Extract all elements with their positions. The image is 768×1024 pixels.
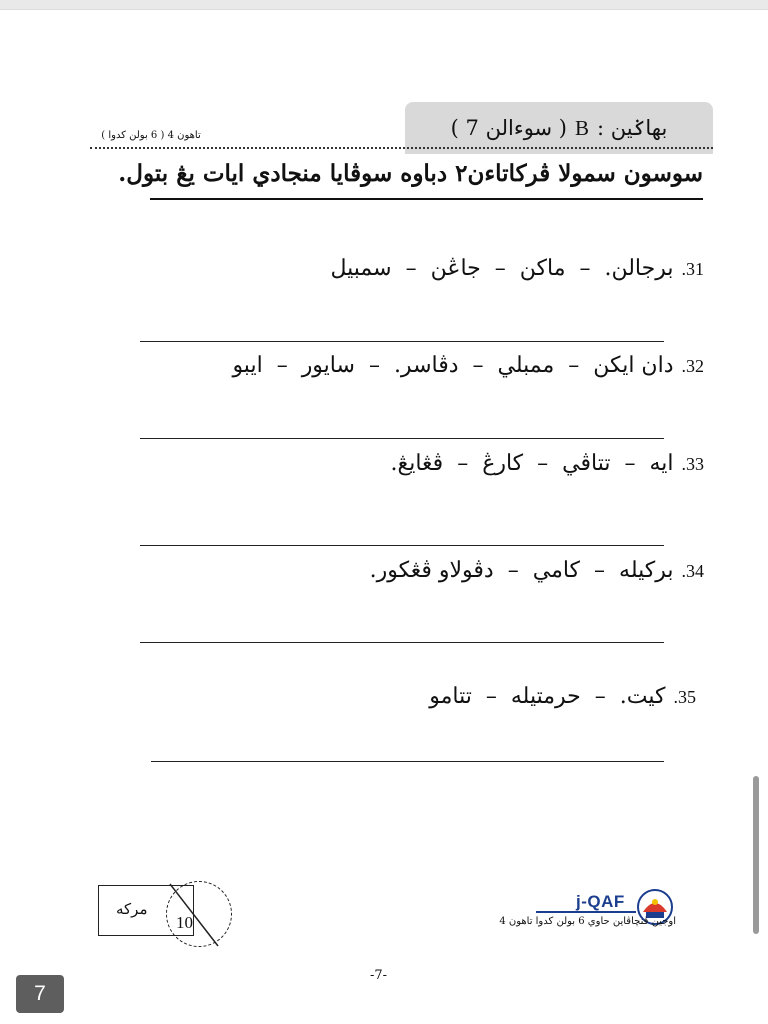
instruction-text: سوسون سمولا ڤركاتاءن٢ دباوه سوڤايا منجادي ايات يڠ بتول. — [150, 160, 703, 200]
word: كارڠ — [482, 451, 524, 476]
question-number: 34. — [681, 561, 704, 581]
word: دان ايكن — [593, 353, 674, 378]
section-prefix: بهاݢين : — [597, 116, 668, 140]
vertical-scrollbar[interactable] — [753, 776, 759, 934]
word-separator: – — [568, 353, 580, 378]
word-separator: – — [537, 451, 549, 476]
jqaf-logo-text: j-QAF — [576, 892, 625, 911]
word: حرمتيله — [510, 684, 581, 709]
answer-line-32 — [140, 438, 664, 439]
answer-line-33 — [140, 545, 664, 546]
answer-line-35 — [151, 761, 664, 762]
word: ممبلي — [497, 353, 555, 378]
word-separator: – — [507, 558, 519, 583]
word: جاڠن — [430, 256, 481, 281]
viewer-top-bar — [0, 0, 768, 10]
word-separator: – — [494, 256, 506, 281]
word-separator: – — [594, 684, 606, 709]
word: سمبيل — [330, 256, 392, 281]
dotted-divider — [90, 147, 713, 149]
word: دڤولاو ڤڠكور. — [369, 558, 494, 583]
answer-line-31 — [140, 341, 664, 342]
marks-label: مركه — [116, 900, 148, 918]
question-35 — [429, 684, 696, 709]
section-letter: B — [575, 115, 590, 140]
question-number: 35. — [673, 687, 696, 707]
document-page — [0, 10, 768, 1024]
word: برجالن. — [604, 256, 674, 281]
word-separator: – — [579, 256, 591, 281]
word: سايور — [301, 353, 355, 378]
word-separator: – — [594, 558, 606, 583]
word-separator: – — [276, 353, 288, 378]
marks-slash-line — [162, 880, 226, 950]
question-32 — [232, 353, 704, 378]
answer-line-34 — [140, 642, 664, 643]
question-number: 33. — [681, 454, 704, 474]
section-question-count: ( سوءالن 7 ) — [450, 116, 568, 140]
page-number: -7- — [370, 968, 388, 983]
year-note: تاهون 4 ( 6 بولن كدوا ) — [101, 130, 201, 141]
logo-underline — [536, 911, 636, 913]
page-indicator-badge: 7 — [16, 975, 64, 1013]
footer-note: اوجين ڤنچاڤاين حاوي 6 بولن كدوا تاهون 4 — [499, 916, 676, 927]
word: تتاڤي — [562, 451, 611, 476]
word-separator: – — [368, 353, 380, 378]
word: ايه — [649, 451, 674, 476]
word-separator: – — [457, 451, 469, 476]
word-separator: – — [405, 256, 417, 281]
question-33 — [391, 451, 704, 476]
word: ماكن — [519, 256, 566, 281]
word: تتامو — [429, 684, 472, 709]
marks-value: 10 — [176, 913, 193, 932]
word: بركيله — [619, 558, 674, 583]
word-separator: – — [485, 684, 497, 709]
word: كيت. — [619, 684, 666, 709]
word: ايبو — [232, 353, 263, 378]
question-31 — [330, 256, 704, 281]
word-separator: – — [472, 353, 484, 378]
question-number: 31. — [681, 259, 704, 279]
question-number: 32. — [681, 356, 704, 376]
word-separator: – — [624, 451, 636, 476]
word: دڤاسر. — [393, 353, 459, 378]
word: ڤڠايڠ. — [390, 451, 444, 476]
word: كامي — [532, 558, 581, 583]
question-34 — [370, 558, 704, 583]
